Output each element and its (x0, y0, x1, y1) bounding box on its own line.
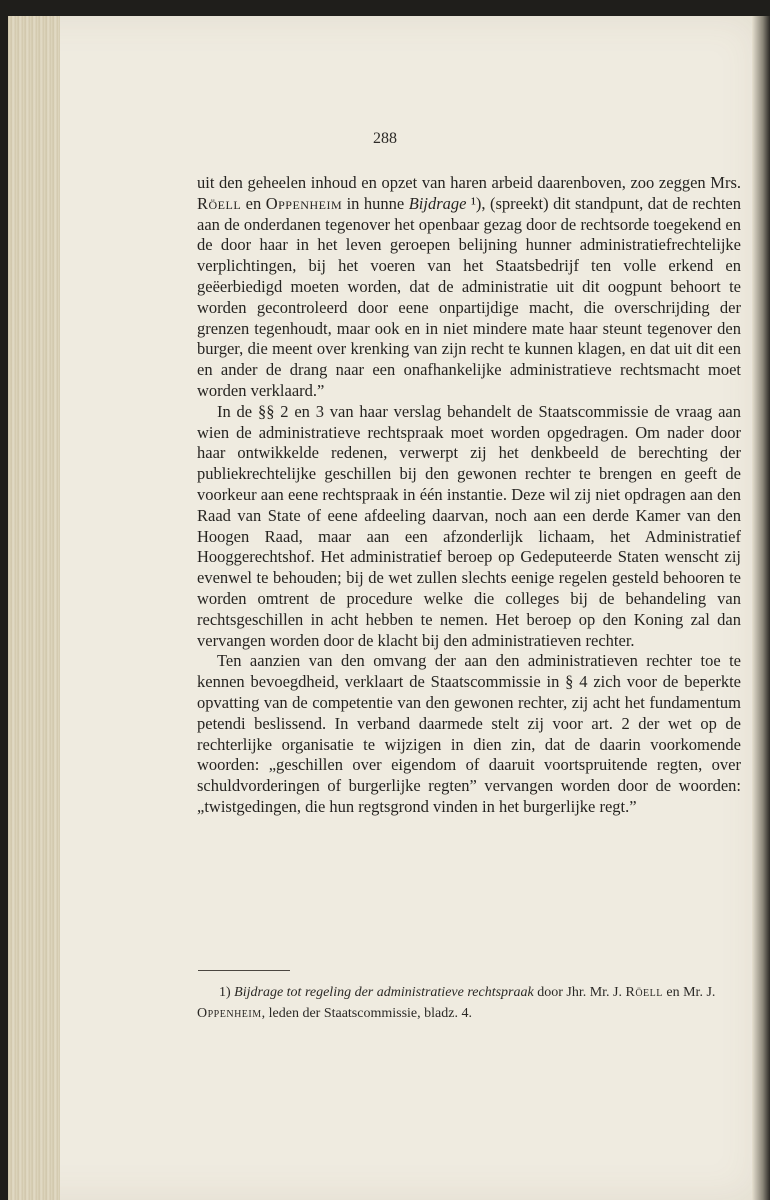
paragraph-2 (197, 402, 741, 652)
footnote (197, 982, 743, 1045)
text-segment: In de §§ 2 en 3 van haar verslag behandelt de Staatscommissie de vraag aan wien de administratieve rechtspraak moet worden opgedragen. Om nader door haar ontwikkelde redenen, verwerpt zij het denkbeeld de berechting der publiekrechtelijke geschillen bij den gewonen rechter te brengen en geeft de voorkeur aan eene rechtspraak in één instantie. Deze wil zij niet opdragen aan den Raad van State of eene afdeeling daarvan, noch aan een derde Kamer van den Hoogen Raad, maar aan een afzonderlijk lichaam, het Administratief Hooggerechtshof. Het administratief beroep op Gedeputeerde Staten wenscht zij evenwel te behouden; bij de wet zullen slechts eenige regelen gesteld behooren te worden omtrent de procedure welke die colleges bij de behandeling van rechtsgeschillen in acht hebben te nemen. Het beroep op den Koning zal dan vervangen worden door de klacht bij den administratieven rechter. (197, 401, 741, 650)
paragraph-3 (197, 651, 741, 817)
author-name-roell: Röell (625, 985, 663, 1000)
author-name-oppenheim: Oppenheim (265, 193, 343, 213)
author-name-oppenheim: Oppenheim (197, 1006, 262, 1021)
footnote-marker: 1) (219, 985, 231, 1000)
text-segment: uit den geheelen inhoud en opzet van haren arbeid daarenboven, zoo zeggen Mrs. (197, 173, 741, 192)
author-name-roell: Röell (197, 193, 242, 213)
text-segment: door Jhr. Mr. J. (533, 985, 626, 1000)
page-gutter-shadow (752, 16, 770, 1200)
text-segment: en (241, 193, 266, 213)
page-number: 288 (373, 130, 397, 147)
text-segment: in hunne (342, 193, 409, 213)
text-segment: Ten aanzien van den omvang der aan den administratieven rechter toe te kennen bevoegdheid, verklaart de Staatscommissie in § 4 zich voor de beperkte opvatting van de competentie van den gewonen rechter, zij acht het fundamentum petendi beslissend. In verband daarmede stelt zij voor art. 2 der wet op de rechterlijke organisatie te wijzigen in dien zin, dat de daarin voorkomende woorden: „geschillen over eigendom of daaruit voortspruitende regten, over schuldvorderingen of burgerlijke regten” vervangen worden door de woorden: „twistgedingen, die hun regtsgrond vinden in het burgerlijke regt.” (197, 651, 741, 816)
footnote-title: Bijdrage tot regeling der administratieve rechtspraak (234, 985, 534, 1000)
footnote-text (197, 982, 743, 1045)
body-text (197, 173, 741, 818)
paragraph-1 (197, 173, 741, 402)
page-stack-edge (8, 16, 60, 1200)
footnote-divider (198, 970, 290, 971)
work-title: Bijdrage (408, 193, 467, 213)
text-segment: ¹), (spreekt) dit standpunt, dat de rechten aan de onderdanen tegenover het openbaar gezag door de rechtsorde toegekend en de door haar in het leven geroepen belijning hunner administratiefrechtelijke verplichtingen, bij het voeren van het Staatsbedrijf ten volle erkend en geëerbiedigd moeten worden, dat de administratie uit dit oogpunt behoort te worden gecontroleerd door eene onpartijdige macht, die overschrijding der grenzen tegenhoudt, maar ook en in niet mindere mate haar steunt tegenover den burger, die meent over krenking van zijn recht te kunnen klagen, en dat uit dit een en ander de drang naar een onafhankelijke administratieve rechtsmacht moet worden verklaard.” (197, 193, 741, 400)
text-segment: en Mr. J. (662, 985, 716, 1000)
text-segment: , leden der Staatscommissie, bladz. 4. (261, 1006, 472, 1021)
